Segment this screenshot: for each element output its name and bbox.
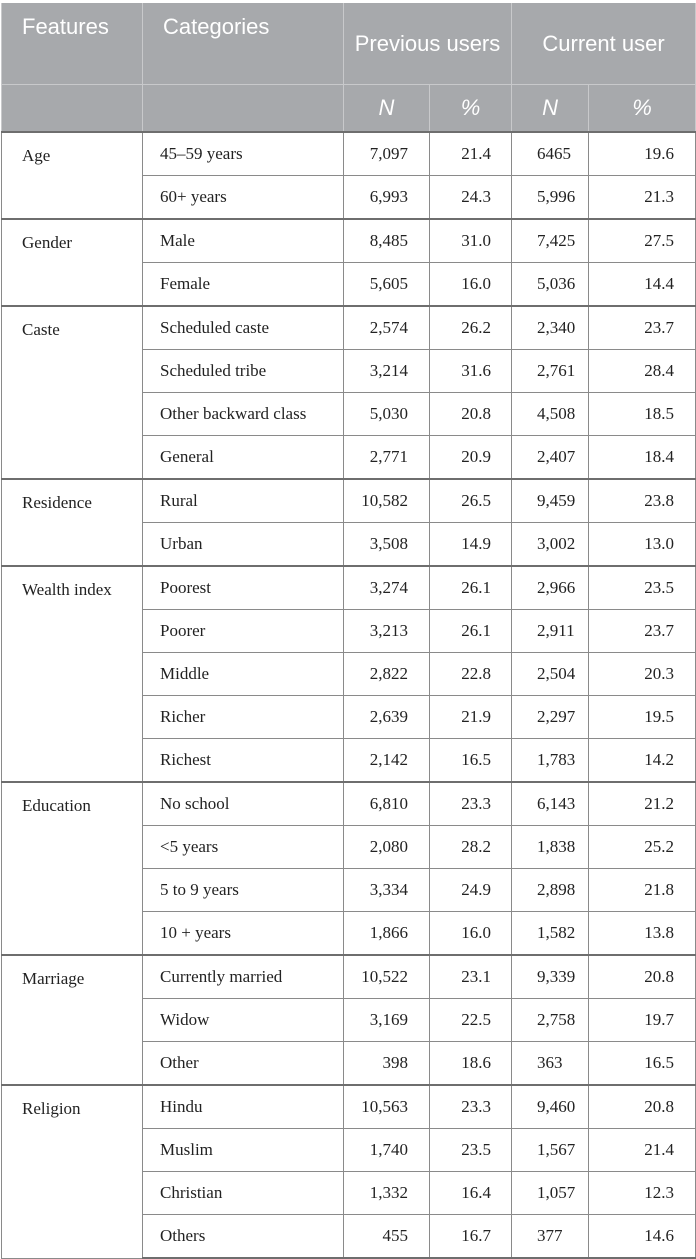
category-cell: Scheduled tribe — [143, 350, 344, 393]
prev-pct-cell: 31.6 — [430, 350, 512, 393]
curr-n-cell: 9,460 — [512, 1085, 589, 1129]
category-cell: <5 years — [143, 826, 344, 869]
prev-n-cell: 398 — [344, 1042, 430, 1086]
curr-pct-cell: 25.2 — [589, 826, 696, 869]
category-cell: 60+ years — [143, 176, 344, 220]
feature-cell: Wealth index — [2, 566, 143, 782]
curr-n-cell: 5,996 — [512, 176, 589, 220]
feature-cell: Age — [2, 132, 143, 219]
feature-cell: Religion — [2, 1085, 143, 1258]
category-cell: 45–59 years — [143, 132, 344, 176]
prev-pct-cell: 18.6 — [430, 1042, 512, 1086]
category-cell: Poorest — [143, 566, 344, 610]
prev-n-cell: 2,822 — [344, 653, 430, 696]
prev-pct-cell: 23.1 — [430, 955, 512, 999]
curr-n-cell: 6465 — [512, 132, 589, 176]
category-cell: Richer — [143, 696, 344, 739]
curr-pct-cell: 20.8 — [589, 1085, 696, 1129]
curr-n-cell: 9,339 — [512, 955, 589, 999]
header-current-user: Current user — [512, 3, 696, 85]
header-categories: Categories — [143, 3, 344, 85]
category-cell: Middle — [143, 653, 344, 696]
category-cell: Hindu — [143, 1085, 344, 1129]
curr-pct-cell: 21.3 — [589, 176, 696, 220]
prev-pct-cell: 22.8 — [430, 653, 512, 696]
curr-pct-cell: 27.5 — [589, 219, 696, 263]
prev-pct-cell: 21.9 — [430, 696, 512, 739]
prev-pct-cell: 16.0 — [430, 912, 512, 956]
prev-pct-cell: 31.0 — [430, 219, 512, 263]
table-row — [2, 955, 696, 999]
feature-cell: Caste — [2, 306, 143, 479]
curr-pct-cell: 21.4 — [589, 1129, 696, 1172]
category-cell: Richest — [143, 739, 344, 783]
prev-pct-cell: 16.0 — [430, 263, 512, 307]
prev-n-cell: 3,213 — [344, 610, 430, 653]
header-prev-n: N — [344, 85, 430, 133]
prev-pct-cell: 16.7 — [430, 1215, 512, 1259]
prev-n-cell: 2,771 — [344, 436, 430, 480]
prev-n-cell: 3,169 — [344, 999, 430, 1042]
prev-pct-cell: 16.5 — [430, 739, 512, 783]
prev-pct-cell: 24.3 — [430, 176, 512, 220]
prev-n-cell: 3,214 — [344, 350, 430, 393]
prev-pct-cell: 14.9 — [430, 523, 512, 567]
feature-cell: Education — [2, 782, 143, 955]
table-row — [2, 219, 696, 263]
header-curr-pct: % — [589, 85, 696, 133]
curr-n-cell: 7,425 — [512, 219, 589, 263]
prev-pct-cell: 23.3 — [430, 1085, 512, 1129]
header-features: Features — [2, 3, 143, 85]
curr-n-cell: 2,758 — [512, 999, 589, 1042]
prev-n-cell: 7,097 — [344, 132, 430, 176]
curr-n-cell: 2,966 — [512, 566, 589, 610]
table-row — [2, 566, 696, 610]
prev-n-cell: 2,639 — [344, 696, 430, 739]
prev-n-cell: 6,993 — [344, 176, 430, 220]
prev-n-cell: 3,334 — [344, 869, 430, 912]
curr-pct-cell: 21.8 — [589, 869, 696, 912]
category-cell: Other backward class — [143, 393, 344, 436]
table-row — [2, 1085, 696, 1129]
curr-pct-cell: 13.8 — [589, 912, 696, 956]
curr-pct-cell: 20.3 — [589, 653, 696, 696]
curr-n-cell: 2,297 — [512, 696, 589, 739]
prev-pct-cell: 20.9 — [430, 436, 512, 480]
curr-pct-cell: 19.5 — [589, 696, 696, 739]
curr-pct-cell: 23.7 — [589, 610, 696, 653]
curr-n-cell: 1,057 — [512, 1172, 589, 1215]
curr-n-cell: 2,761 — [512, 350, 589, 393]
curr-pct-cell: 14.4 — [589, 263, 696, 307]
table-header — [2, 3, 696, 132]
curr-n-cell: 2,340 — [512, 306, 589, 350]
category-cell: Muslim — [143, 1129, 344, 1172]
category-cell: 10 + years — [143, 912, 344, 956]
curr-n-cell: 2,407 — [512, 436, 589, 480]
category-cell: Christian — [143, 1172, 344, 1215]
prev-n-cell: 2,080 — [344, 826, 430, 869]
curr-pct-cell: 14.6 — [589, 1215, 696, 1259]
curr-n-cell: 2,911 — [512, 610, 589, 653]
curr-pct-cell: 14.2 — [589, 739, 696, 783]
header-prev-pct: % — [430, 85, 512, 133]
prev-n-cell: 8,485 — [344, 219, 430, 263]
table-body — [2, 132, 696, 1258]
prev-n-cell: 3,508 — [344, 523, 430, 567]
curr-pct-cell: 18.4 — [589, 436, 696, 480]
prev-pct-cell: 20.8 — [430, 393, 512, 436]
category-cell: Female — [143, 263, 344, 307]
prev-n-cell: 1,740 — [344, 1129, 430, 1172]
curr-pct-cell: 28.4 — [589, 350, 696, 393]
prev-pct-cell: 21.4 — [430, 132, 512, 176]
category-cell: No school — [143, 782, 344, 826]
prev-n-cell: 10,582 — [344, 479, 430, 523]
prev-n-cell: 3,274 — [344, 566, 430, 610]
prev-n-cell: 6,810 — [344, 782, 430, 826]
header-blank — [143, 85, 344, 133]
curr-pct-cell: 18.5 — [589, 393, 696, 436]
category-cell: Urban — [143, 523, 344, 567]
curr-n-cell: 3,002 — [512, 523, 589, 567]
curr-pct-cell: 19.6 — [589, 132, 696, 176]
curr-n-cell: 1,783 — [512, 739, 589, 783]
category-cell: Others — [143, 1215, 344, 1259]
category-cell: Currently married — [143, 955, 344, 999]
category-cell: Poorer — [143, 610, 344, 653]
curr-pct-cell: 19.7 — [589, 999, 696, 1042]
table-row — [2, 479, 696, 523]
curr-n-cell: 1,838 — [512, 826, 589, 869]
category-cell: 5 to 9 years — [143, 869, 344, 912]
prev-n-cell: 10,563 — [344, 1085, 430, 1129]
curr-pct-cell: 23.5 — [589, 566, 696, 610]
prev-n-cell: 5,605 — [344, 263, 430, 307]
prev-n-cell: 1,332 — [344, 1172, 430, 1215]
curr-pct-cell: 12.3 — [589, 1172, 696, 1215]
curr-n-cell: 2,504 — [512, 653, 589, 696]
prev-n-cell: 455 — [344, 1215, 430, 1259]
category-cell: Other — [143, 1042, 344, 1086]
table-row — [2, 782, 696, 826]
category-cell: Male — [143, 219, 344, 263]
category-cell: Widow — [143, 999, 344, 1042]
curr-pct-cell: 23.8 — [589, 479, 696, 523]
curr-pct-cell: 16.5 — [589, 1042, 696, 1086]
curr-n-cell: 377 — [512, 1215, 589, 1259]
curr-n-cell: 1,582 — [512, 912, 589, 956]
feature-cell: Marriage — [2, 955, 143, 1085]
header-blank — [2, 85, 143, 133]
prev-pct-cell: 26.1 — [430, 566, 512, 610]
curr-n-cell: 9,459 — [512, 479, 589, 523]
prev-n-cell: 5,030 — [344, 393, 430, 436]
category-cell: Rural — [143, 479, 344, 523]
curr-pct-cell: 20.8 — [589, 955, 696, 999]
header-previous-users: Previous users — [344, 3, 512, 85]
prev-pct-cell: 22.5 — [430, 999, 512, 1042]
prev-pct-cell: 23.5 — [430, 1129, 512, 1172]
feature-cell: Residence — [2, 479, 143, 566]
prev-n-cell: 10,522 — [344, 955, 430, 999]
curr-n-cell: 1,567 — [512, 1129, 589, 1172]
prev-pct-cell: 26.2 — [430, 306, 512, 350]
curr-pct-cell: 23.7 — [589, 306, 696, 350]
prev-n-cell: 2,142 — [344, 739, 430, 783]
prev-pct-cell: 24.9 — [430, 869, 512, 912]
table-row — [2, 306, 696, 350]
curr-n-cell: 363 — [512, 1042, 589, 1086]
curr-pct-cell: 13.0 — [589, 523, 696, 567]
category-cell: Scheduled caste — [143, 306, 344, 350]
curr-n-cell: 4,508 — [512, 393, 589, 436]
prev-n-cell: 2,574 — [344, 306, 430, 350]
curr-n-cell: 2,898 — [512, 869, 589, 912]
curr-n-cell: 5,036 — [512, 263, 589, 307]
feature-cell: Gender — [2, 219, 143, 306]
prev-pct-cell: 16.4 — [430, 1172, 512, 1215]
prev-pct-cell: 23.3 — [430, 782, 512, 826]
header-curr-n: N — [512, 85, 589, 133]
prev-pct-cell: 26.5 — [430, 479, 512, 523]
prev-pct-cell: 28.2 — [430, 826, 512, 869]
table-row — [2, 132, 696, 176]
prev-n-cell: 1,866 — [344, 912, 430, 956]
curr-pct-cell: 21.2 — [589, 782, 696, 826]
curr-n-cell: 6,143 — [512, 782, 589, 826]
data-table — [1, 3, 696, 1259]
prev-pct-cell: 26.1 — [430, 610, 512, 653]
category-cell: General — [143, 436, 344, 480]
